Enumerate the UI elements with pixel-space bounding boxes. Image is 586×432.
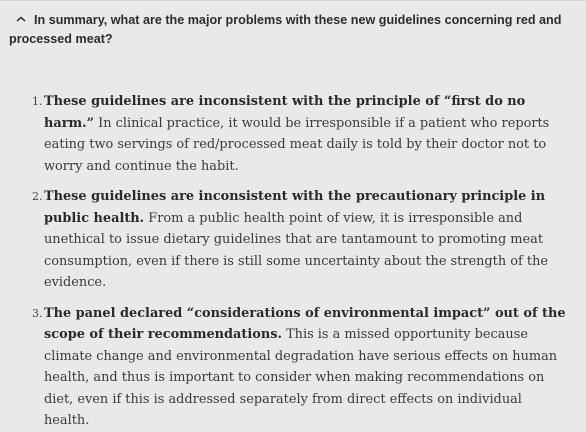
faq-question-toggle[interactable] bbox=[9, 11, 569, 49]
answer-body: In clinical practice, it would be irresponsible if a patient who reports eating two servings of red/processed meat daily is told by their doctor not to worry and continue the habit. bbox=[44, 115, 550, 174]
answer-body: This is a missed opportunity because climate change and environmental degradation have serious effects on human health, and thus is important to consider when making recommendations on diet, even if this is addressed separately from direct effects on individual health. bbox=[44, 327, 558, 428]
answer-item-3 bbox=[32, 303, 568, 432]
answer-item-1 bbox=[32, 91, 568, 177]
answer-item-2 bbox=[32, 186, 568, 294]
answer-lead: These guidelines are inconsistent with the precautionary principle in public health. bbox=[44, 189, 546, 226]
chevron-up-icon bbox=[14, 14, 28, 24]
answer-lead: These guidelines are inconsistent with the principle of “first do no harm.” bbox=[44, 94, 526, 131]
answer-lead: The panel declared “considerations of environmental impact” out of the scope of their recommendations. bbox=[44, 305, 566, 342]
answer-number: 3. bbox=[32, 306, 43, 320]
answer-body: From a public health point of view, it is irresponsible and unethical to issue dietary guidelines that are tantamount to promoting meat consumption, even if there is still some uncertainty about the strength of the evidence. bbox=[44, 210, 548, 290]
answer-number: 2. bbox=[32, 190, 43, 203]
faq-answer-list bbox=[32, 91, 568, 432]
answer-number: 1. bbox=[32, 95, 43, 108]
faq-question-text: In summary, what are the major problems with these new guidelines concerning red and processed meat? bbox=[9, 13, 562, 46]
